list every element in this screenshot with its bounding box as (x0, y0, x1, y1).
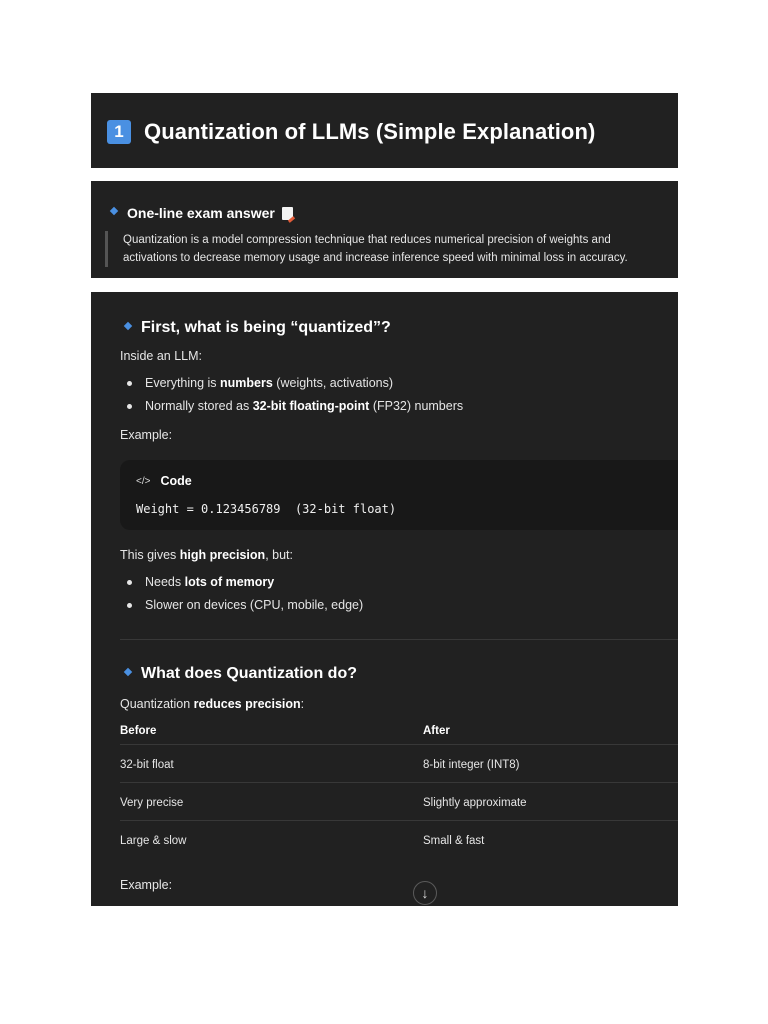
table-cell: 32-bit float (120, 759, 174, 771)
intro-text: : (300, 697, 305, 711)
table-header-row (120, 718, 678, 745)
table-cell: Very precise (120, 797, 184, 809)
bullet-bold: numbers (220, 376, 273, 390)
main-panel (91, 292, 678, 906)
bullet-dot (127, 603, 132, 608)
arrow-down-icon: ↓ (421, 885, 429, 901)
section1-intro: Inside an LLM: (120, 349, 202, 363)
title-text: Quantization of LLMs (Simple Explanation) (144, 119, 596, 144)
answer-heading (111, 205, 293, 221)
bullet-text: Needs (145, 575, 185, 589)
bullet-dot (127, 404, 132, 409)
scroll-down-button[interactable] (413, 881, 437, 905)
memo-icon (282, 207, 293, 220)
bullet-text: Normally stored as (145, 399, 253, 413)
bullet-bold: 32-bit floating-point (252, 399, 370, 413)
list-item (127, 376, 393, 390)
bullet-bold: lots of memory (184, 575, 275, 589)
list-item (127, 598, 363, 612)
section1-heading-text: First, what is being “quantized”? (141, 319, 391, 336)
table-cell: Large & slow (120, 835, 187, 847)
note-bold: high precision (179, 548, 266, 562)
intro-text: Quantization (120, 697, 194, 711)
divider (120, 639, 678, 640)
section2-example-label: Example: (120, 878, 173, 892)
table-header-after: After (423, 725, 450, 737)
table-row (120, 745, 678, 783)
bullet-text: (weights, activations) (272, 376, 394, 390)
code-line: Weight = 0.123456789 (32-bit float) (136, 502, 397, 516)
diamond-bullet-icon (124, 668, 132, 676)
code-block (120, 460, 678, 530)
title-panel (91, 93, 678, 168)
table-cell: Slightly approximate (423, 797, 527, 809)
diamond-bullet-icon (110, 207, 118, 215)
intro-bold: reduces precision (193, 697, 301, 711)
table-row (120, 783, 678, 821)
answer-panel (91, 181, 678, 278)
list-item (127, 575, 274, 589)
bullet-text: Everything is (145, 376, 221, 390)
code-header (136, 474, 192, 488)
bullet-text: (FP32) numbers (369, 399, 464, 413)
answer-heading-text: One-line exam answer (127, 205, 275, 221)
keycap-1-icon: 1 (107, 120, 131, 144)
bullet-dot (127, 580, 132, 585)
list-item (127, 399, 463, 413)
section2-heading-text: What does Quantization do? (141, 665, 357, 682)
comparison-table (120, 718, 678, 858)
section2-intro (120, 697, 304, 711)
table-cell: 8-bit integer (INT8) (423, 759, 520, 771)
precision-note (120, 548, 293, 562)
code-icon: </> (136, 475, 151, 487)
section2-heading (125, 665, 357, 683)
note-text: This gives (120, 548, 180, 562)
table-header-before: Before (120, 725, 157, 737)
bullet-text: Slower on devices (CPU, mobile, edge) (145, 598, 364, 612)
example-label: Example: (120, 428, 173, 442)
table-cell: Small & fast (423, 835, 485, 847)
section1-heading (125, 319, 391, 337)
table-row (120, 821, 678, 858)
note-text: , but: (265, 548, 293, 562)
bullet-dot (127, 381, 132, 386)
code-label: Code (160, 474, 192, 488)
answer-quote: Quantization is a model compression technique that reduces numerical precision of weights and activations to decrease memory usage and increase inference speed with minimal loss in accuracy. (105, 231, 633, 267)
diamond-bullet-icon (124, 322, 132, 330)
page-title (107, 119, 595, 145)
